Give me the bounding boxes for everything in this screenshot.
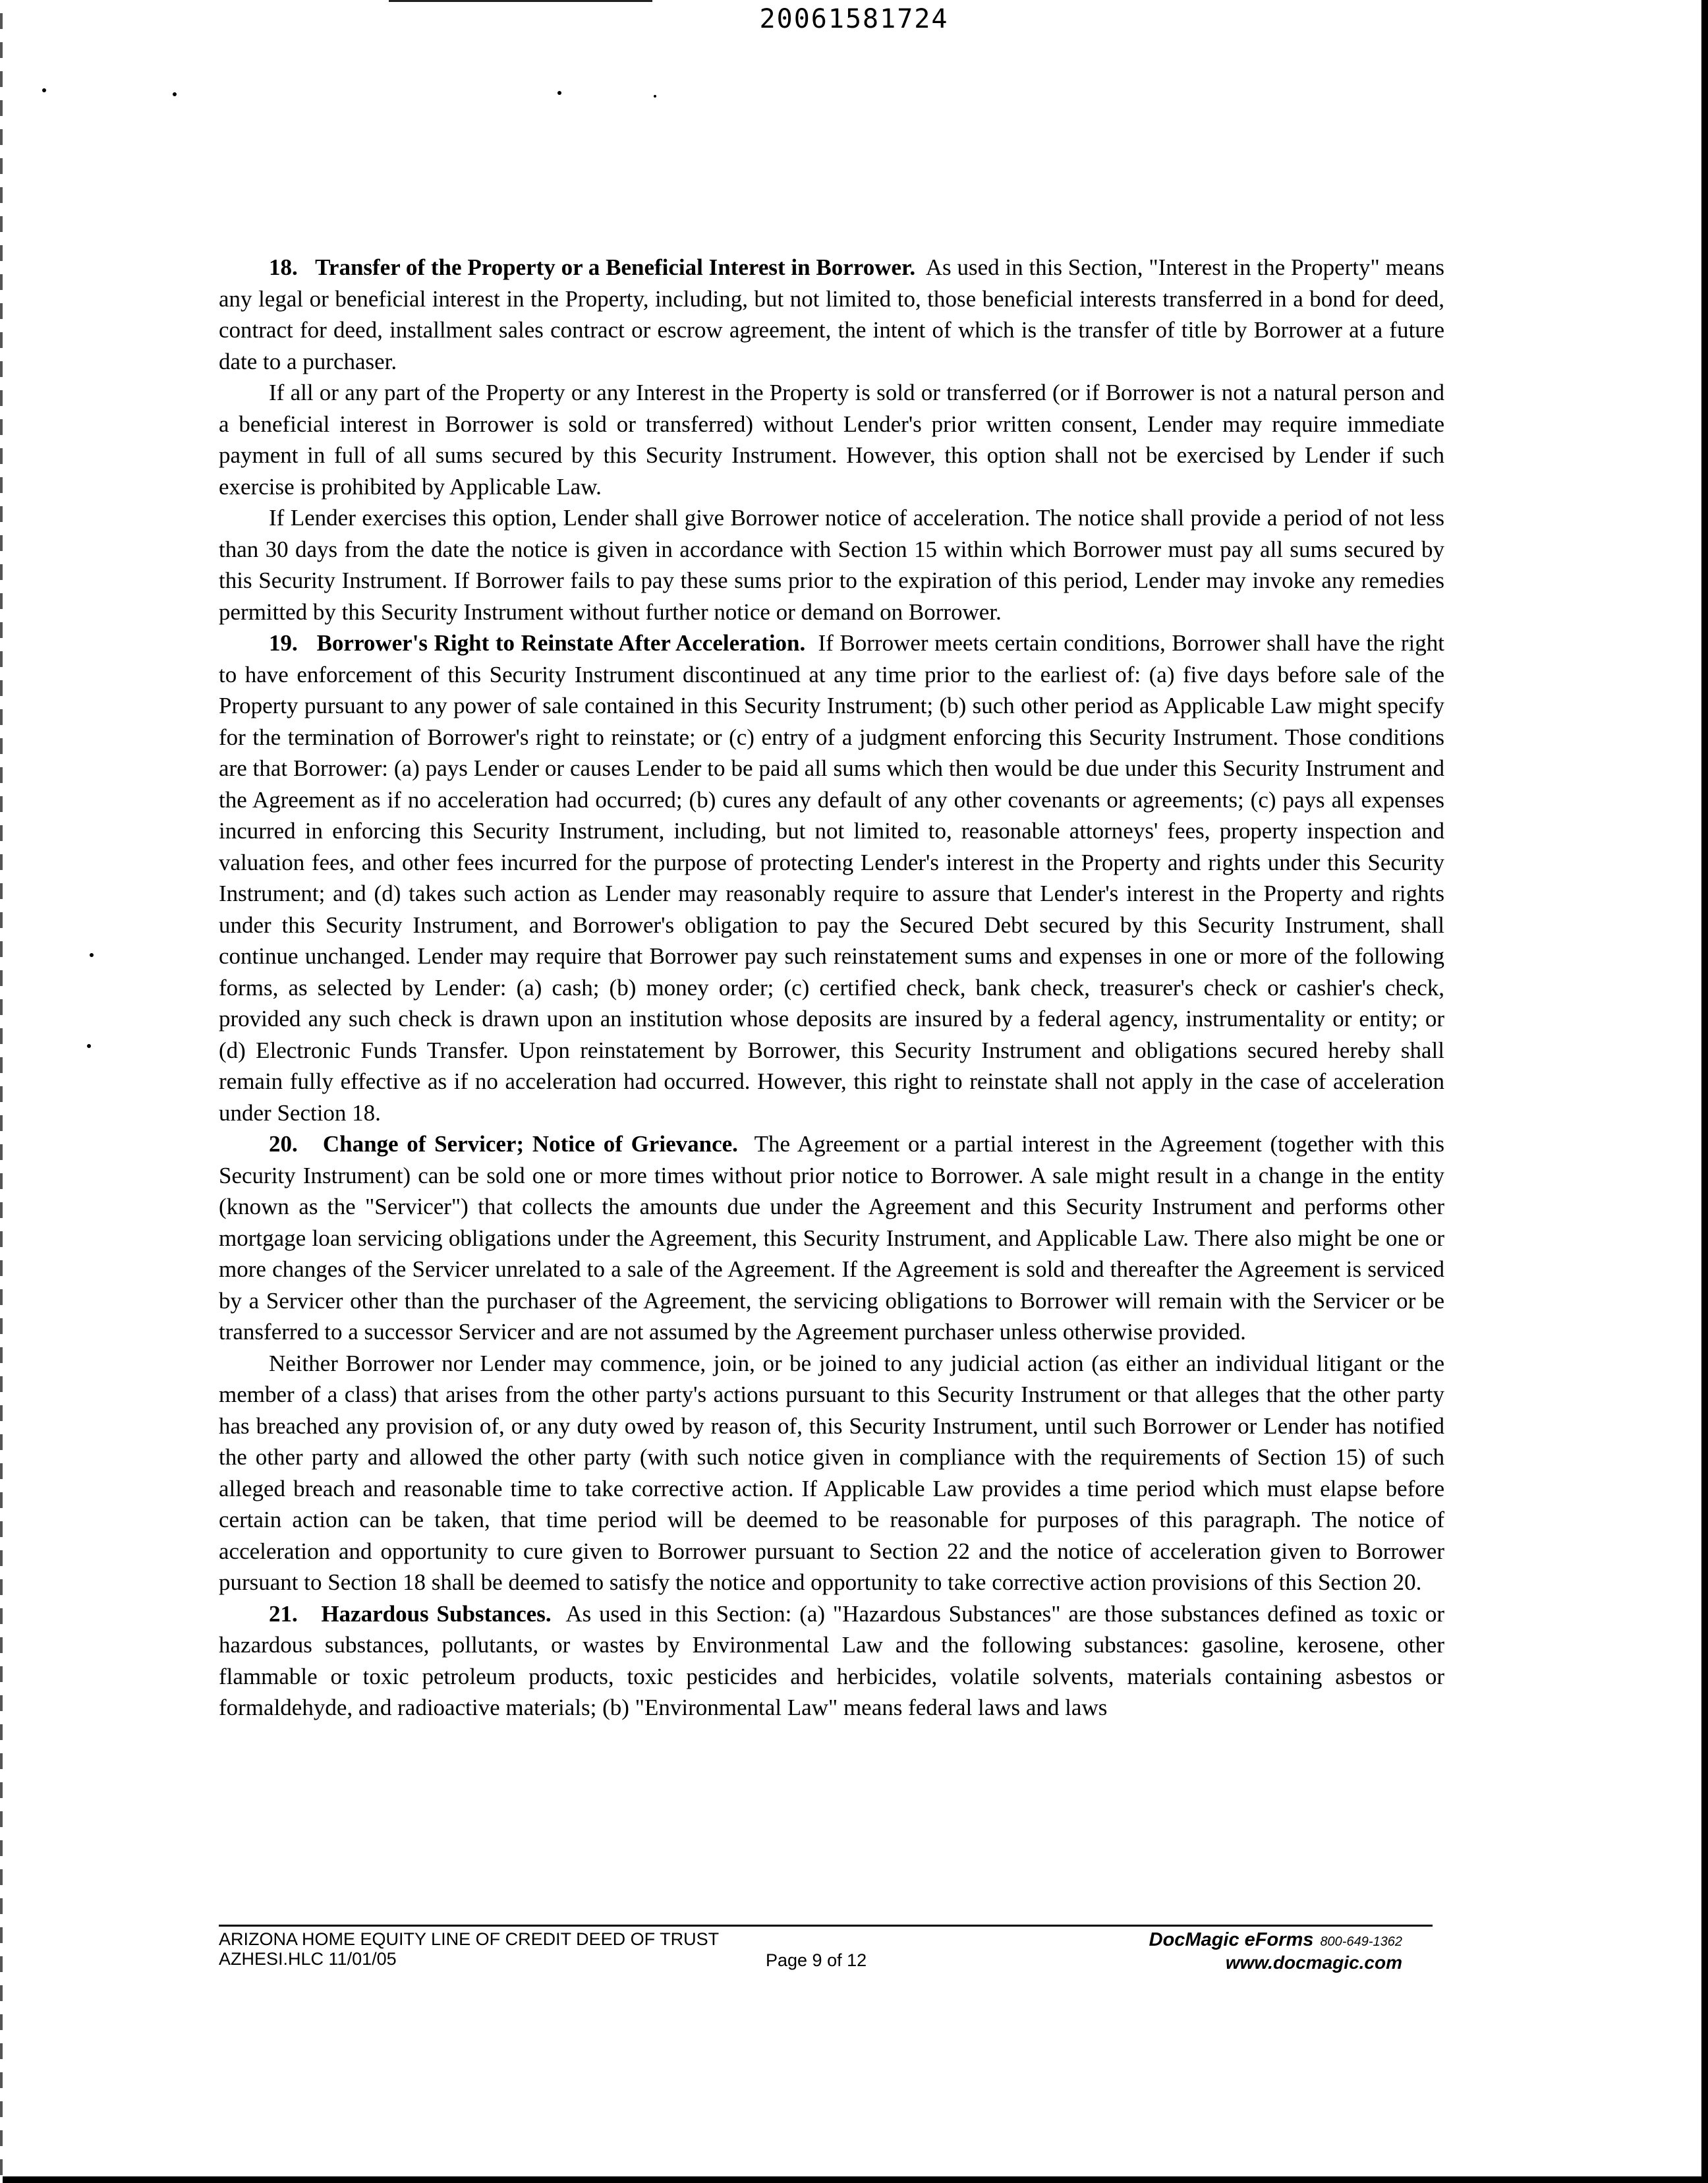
footer-phone: 800-649-1362 [1320, 1935, 1402, 1949]
section-21-title: Hazardous Substances. [321, 1600, 552, 1627]
document-number: 20061581724 [759, 4, 949, 34]
section-19-paragraph-1 [219, 627, 1444, 1128]
section-18-paragraph-3: If Lender exercises this option, Lender shall give Borrower notice of acceleration. The notice shall provide a period of not less than 30 days from the date the notice is given in accordance with Section 15 within which Borrower must pay all sums secured by this Security Instrument. If Borrower fails to pay these sums prior to the expiration of this period, Lender may invoke any remedies permitted by this Security Instrument without further notice or demand on Borrower. [219, 505, 1444, 625]
scan-speck [173, 92, 177, 96]
section-18-paragraph-1 [219, 252, 1444, 377]
footer-form-code: AZHESI.HLC 11/01/05 [219, 1949, 397, 1969]
section-19-text: If Borrower meets certain conditions, Borrower shall have the right to have enforcement of this Security Instrument discontinued at any time prior to the earliest of: (a) five days before sale of the Property pursuant to any power of sale contained in this Security Instrument; (b) such other period as Applicable Law might specify for the termination of Borrower's right to reinstate; or (c) entry of a judgment enforcing this Security Instrument. Those conditions are that Borrower: (a) pays Lender or causes Lender to be paid all sums which then would be due under this Security Instrument and the Agreement as if no acceleration had occurred; (b) cures any default of any other covenants or agreements; (c) pays all expenses incurred in enforcing this Security Instrument, including, but not limited to, reasonable attorneys' fees, property inspection and valuation fees, and other fees incurred for the purpose of protecting Lender's interest in the Property and rights under this Security Instrument; and (d) takes such action as Lender may reasonably require to assure that Lender's interest in the Property and rights under this Security Instrument, and Borrower's obligation to pay the Secured Debt secured by this Security Instrument, shall continue unchanged. Lender may require that Borrower pay such reinstatement sums and expenses in one or more of the following forms, as selected by Lender: (a) cash; (b) money order; (c) certified check, bank check, treasurer's check or cashier's check, provided any such check is drawn upon an institution whose deposits are insured by a federal agency, instrumentality or entity; or (d) Electronic Funds Transfer. Upon reinstatement by Borrower, this Security Instrument and obligations secured hereby shall remain fully effective as if no acceleration had occurred. However, this right to reinstate shall not apply in the case of acceleration under Section 18. [219, 630, 1444, 1126]
scan-speck [42, 88, 46, 92]
footer-brand-block [1149, 1929, 1402, 1973]
scan-edge-left [0, 0, 3, 2183]
docmagic-logo: DocMagic eForms [1149, 1929, 1314, 1950]
section-21-text: As used in this Section: (a) "Hazardous Substances" are those substances defined as toxic or hazardous substances, pollutants, or wastes by Environmental Law and the following substances: gasoline, kerosene, other flammable or toxic petroleum products, toxic pesticides and herbicides, volatile solvents, materials containing asbestos or formaldehyde, and radioactive materials; (b) "Environmental Law" means federal laws and laws [219, 1600, 1445, 1720]
section-20-paragraph-2: Neither Borrower nor Lender may commence, join, or be joined to any judicial action (as either an individual litigant or the member of a class) that arises from the other party's actions pursuant to this Security Instrument or that alleges that the other party has breached any provision of, or any duty owed by reason of, this Security Instrument, until such Borrower or Lender has notified the other party and allowed the other party (with such notice given in compliance with the requirements of Section 15) of such alleged breach and reasonable time to take corrective action. If Applicable Law provides a time period which must elapse before certain action can be taken, that time period will be deemed to be reasonable for purposes of this paragraph. The notice of acceleration and opportunity to cure given to Borrower pursuant to Section 22 and the notice of acceleration given to Borrower pursuant to Section 18 shall be deemed to satisfy the notice and opportunity to take corrective action provisions of this Section 20. [219, 1350, 1444, 1595]
footer-website: www.docmagic.com [1225, 1952, 1402, 1973]
scan-speck [557, 91, 561, 95]
footer-form-title: ARIZONA HOME EQUITY LINE OF CREDIT DEED OF TRUST [219, 1929, 720, 1949]
section-18-title: Transfer of the Property or a Beneficial Interest in Borrower. [315, 254, 916, 280]
section-18-paragraph-2: If all or any part of the Property or any Interest in the Property is sold or transferred (or if Borrower is not a natural person and a beneficial interest in Borrower is sold or transferred) without Lender's prior written consent, Lender may require immediate payment in full of all sums secured by this Security Instrument. However, this option shall not be exercised by Lender if such exercise is prohibited by Applicable Law. [219, 380, 1444, 500]
section-19-number: 19. [269, 630, 298, 656]
scan-speck [87, 1044, 91, 1048]
footer-brand-line [1149, 1929, 1402, 1952]
section-19-title: Borrower's Right to Reinstate After Acceleration. [316, 630, 806, 656]
scan-speck [90, 953, 94, 957]
page-edge-bottom [0, 2176, 1708, 2183]
section-21-number: 21. [269, 1600, 298, 1627]
section-20-paragraph-1 [219, 1128, 1444, 1348]
section-18-text: As used in this Section, "Interest in the Property" means any legal or beneficial interest in the Property, including, but not limited to, those beneficial interests transferred in a bond for deed, contract for deed, installment sales contract or escrow agreement, the intent of which is the transfer of title by Borrower at a future date to a purchaser. [219, 254, 1444, 374]
footer-page-number: Page 9 of 12 [766, 1950, 867, 1970]
section-21-paragraph-1 [219, 1598, 1444, 1724]
top-rule [389, 0, 652, 2]
section-18-number: 18. [269, 254, 298, 280]
section-20-title: Change of Servicer; Notice of Grievance. [322, 1131, 738, 1157]
section-20-number: 20. [269, 1131, 298, 1157]
section-20-text: The Agreement or a partial interest in the Agreement (together with this Security Instrument) can be sold one or more times without prior notice to Borrower. A sale might result in a change in the entity (known as the "Servicer") that collects the amounts due under the Agreement and this Security Instrument and performs other mortgage loan servicing obligations under the Agreement, this Security Instrument, and Applicable Law. There also might be one or more changes of the Servicer unrelated to a sale of the Agreement. If the Agreement is sold and thereafter the Agreement is serviced by a Servicer other than the purchaser of the Agreement, the servicing obligations to Borrower will remain with the Servicer or be transferred to a successor Servicer and are not assumed by the Agreement purchaser unless otherwise provided. [219, 1131, 1444, 1345]
page-edge-right [1701, 0, 1708, 2183]
scan-speck [654, 95, 656, 98]
document-body [219, 252, 1444, 1724]
page-footer [219, 1925, 1433, 1979]
footer-form-info [219, 1929, 719, 1969]
